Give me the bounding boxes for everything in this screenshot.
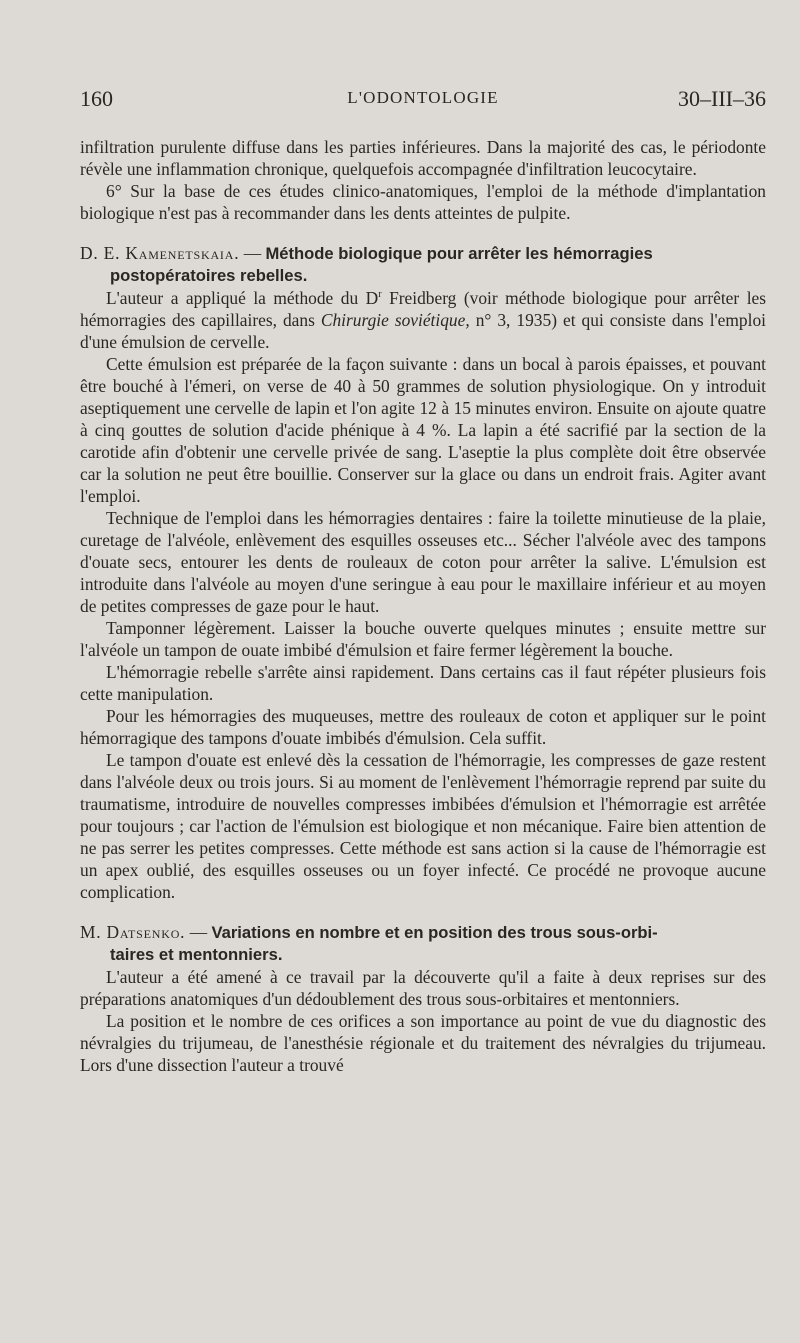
- superscript: r: [378, 289, 382, 301]
- running-header: [80, 86, 766, 116]
- article-paragraph: Le tampon d'ouate est enlevé dès la cessation de l'hémorragie, les compresses de gaze restent dans l'alvéole deux ou trois jours. Si au moment de l'enlèvement l'hémorragie reprend par suite du traumatisme, introduire de nouvelles compresses imbibées d'émulsion et l'hémorragie est arrêtée pour toujours ; car l'action de l'émulsion est biologique et non mécanique. Faire bien attention de ne pas serrer les petites compresses. Cette méthode est sans action si la cause de l'hémorragie est un apex oublié, des esquilles osseuses ou un foyer infecté. Ce procédé ne provoque aucune complication.: [80, 750, 766, 902]
- article-title: Variations en nombre et en position des trous sous-orbi-: [211, 923, 658, 942]
- intro-paragraph-2: 6° Sur la base de ces études clinico-anatomiques, l'emploi de la méthode d'implantation biologique n'est pas à recommander dans les dents atteintes de pulpite.: [80, 181, 766, 223]
- article-paragraph: Technique de l'emploi dans les hémorragies dentaires : faire la toilette minutieuse de la plaie, curetage de l'alvéole, enlèvement des esquilles osseuses etc... Sécher l'alvéole avec des tampons d'ouate secs, entourer les dents de rouleaux de coton pour arrêter la salive. L'émulsion est introduite dans l'alvéole au moyen d'une seringue à eau pour le maxillaire inférieur et au moyen de petites compresses de gaze pour le haut.: [80, 508, 766, 616]
- heading-dash: —: [185, 922, 212, 942]
- article-title-continued: taires et mentonniers.: [110, 945, 283, 964]
- paragraph-text: n° 3, 1935) et qui consiste dans l'emploi d'une émulsion de cervelle.: [80, 310, 766, 352]
- paragraph-text: Freidberg (voir méthode biologique pour arrêter les hémorragies des capillaires, dans: [80, 288, 767, 330]
- intro-paragraph-1: infiltration purulente diffuse dans les parties inférieures. Dans la majorité des cas, le périodonte révèle une inflammation chronique, quelquefois accompagnée d'infiltration leucocytaire.: [80, 137, 766, 179]
- article-author: M. Datsenko.: [80, 922, 186, 942]
- article-title-continued: postopératoires rebelles.: [110, 266, 308, 285]
- article-paragraph: L'auteur a été amené à ce travail par la découverte qu'il a faite à deux reprises sur des préparations anatomiques d'un dédoublement des trous sous-orbitaires et mentonniers.: [80, 967, 766, 1009]
- article-paragraph: Cette émulsion est préparée de la façon suivante : dans un bocal à parois épaisses, et pouvant être bouché à l'émeri, on verse de 40 à 50 grammes de solution physiologique. On y introduit aseptiquement une cervelle de lapin et l'on agite 12 à 15 minutes environ. Ensuite on ajoute quatre à cinq gouttes de solution d'acide phénique à 4 %. La lapin a été sacrifié par la section de la carotide afin d'obtenir une cervelle privée de sang. L'aseptie la plus complète doit être observée car la solution ne peut être bouillie. Conserver sur la glace ou dans un endroit frais. Agiter avant l'emploi.: [80, 354, 766, 506]
- issue-date: 30–III–36: [678, 86, 766, 111]
- article-heading: [80, 921, 766, 966]
- paragraph-text: L'auteur a appliqué la méthode du D: [106, 288, 379, 308]
- page-number: 160: [80, 86, 113, 111]
- journal-title: L'ODONTOLOGIE: [347, 88, 499, 107]
- heading-dash: —: [239, 243, 266, 263]
- article-kamenetskaia: [80, 242, 766, 903]
- article-author: D. E. Kamenetskaia.: [80, 243, 240, 263]
- page-body: [80, 136, 766, 1076]
- article-heading: [80, 242, 766, 287]
- article-title: Méthode biologique pour arrêter les hémorragies: [265, 244, 653, 263]
- article-paragraph: La position et le nombre de ces orifices a son importance au point de vue du diagnostic des névralgies du trijumeau, de l'anesthésie régionale et du traitement des névralgies du trijumeau. Lors d'une dissection l'auteur a trouvé: [80, 1011, 766, 1075]
- article-datsenko: [80, 921, 766, 1076]
- journal-reference: Chirurgie soviétique,: [320, 310, 470, 330]
- article-paragraph: [80, 287, 766, 353]
- article-paragraph: Tamponner légèrement. Laisser la bouche ouverte quelques minutes ; ensuite mettre sur l'alvéole un tampon de ouate imbibé d'émulsion et faire fermer légèrement la bouche.: [80, 618, 766, 660]
- article-paragraph: L'hémorragie rebelle s'arrête ainsi rapidement. Dans certains cas il faut répéter plusieurs fois cette manipulation.: [80, 662, 766, 704]
- article-paragraph: Pour les hémorragies des muqueuses, mettre des rouleaux de coton et appliquer sur le point hémorragique des tampons d'ouate imbibés d'émulsion. Cela suffit.: [80, 706, 766, 748]
